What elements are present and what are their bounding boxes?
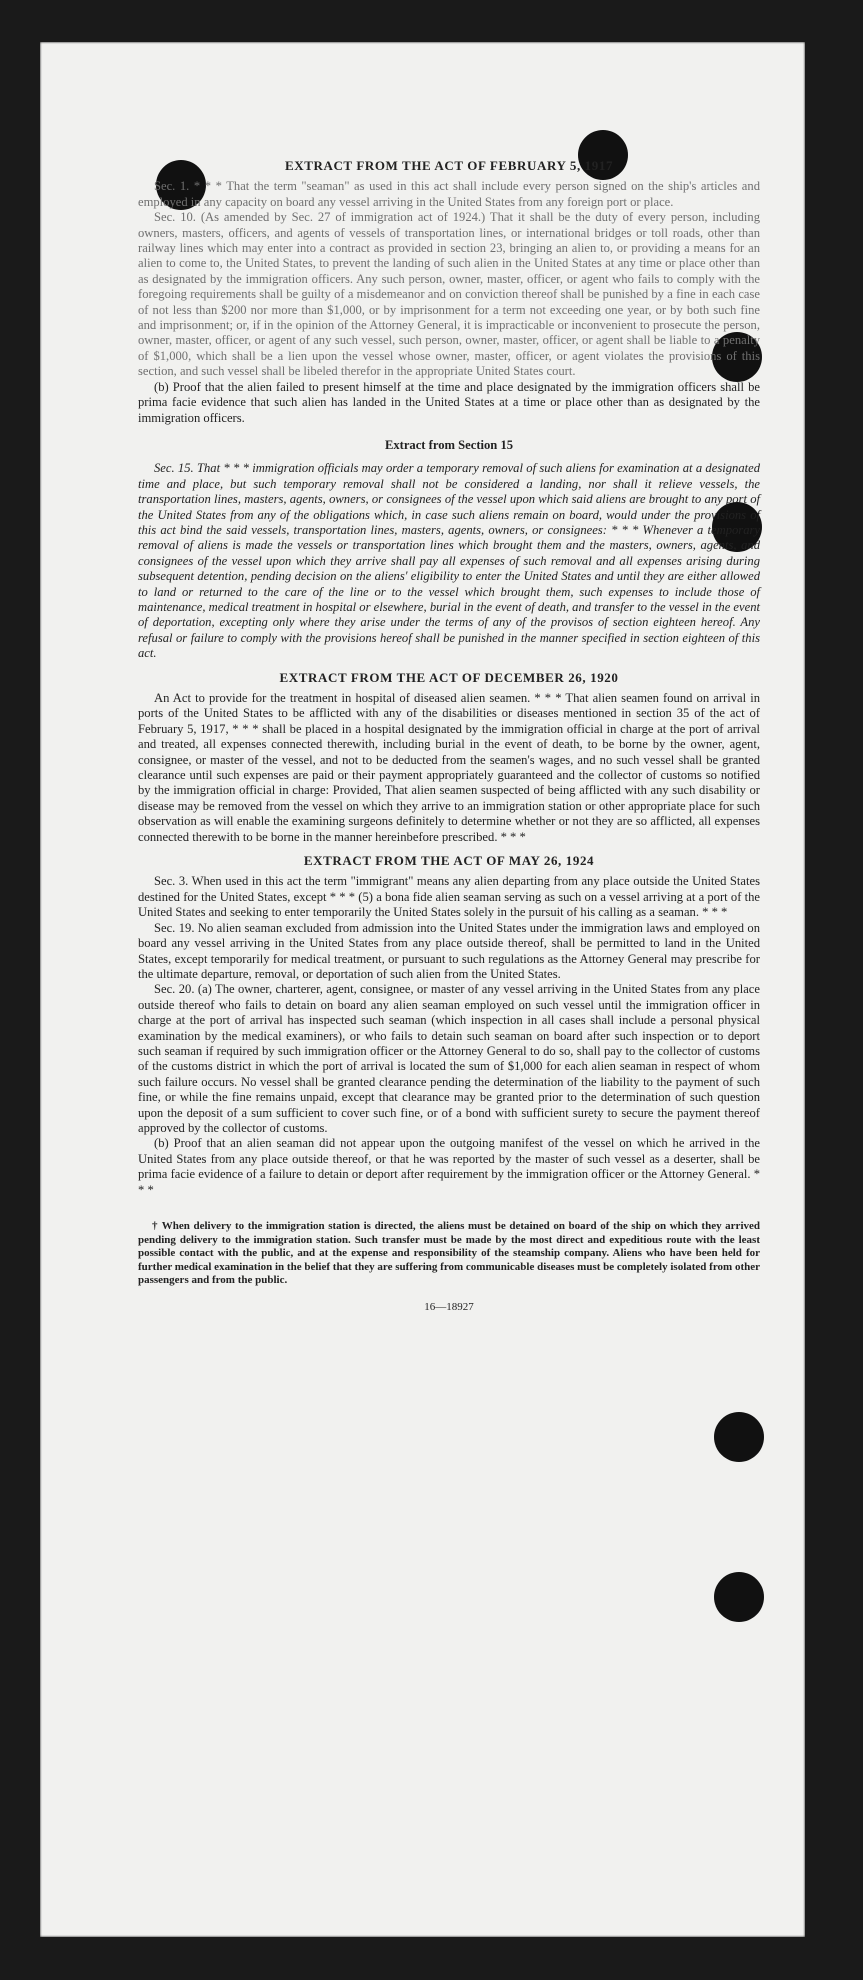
section-1917-paragraph-2: Sec. 10. (As amended by Sec. 27 of immigration act of 1924.) That it shall be the duty of every person, including owners, masters, officers, and agents of vessels of transportation lines, or international bridges or toll roads, other than railway lines which may enter into a contract as provided in section 23, bringing an alien to, or providing a means for an alien to come to, the United States, to prevent the landing of such alien in the United States at any time or place other than as designated by the immigration officers. Any such person, owner, master, officer, or agent who fails to comply with the foregoing requirements shall be guilty of a misdemeanor and on conviction thereof shall be punished by a fine in each case of not less than $200 nor more than $1,000, or by imprisonment for a term not exceeding one year, or by both such fine and imprisonment; or, if in the opinion of the Attorney General, it is impracticable or inconvenient to prosecute the person, owner, master, officer, or agent of any such vessel, such person, owner, master, officer, or agent shall be liable to a penalty of $1,000, which shall be a lien upon the vessel whose owner, master, officer, or agent violates the provisions of this section, and such vessel shall be libeled therefor in the appropriate United States court. [138, 210, 760, 379]
document-body [138, 150, 760, 1315]
punch-hole [714, 1412, 764, 1462]
section-title-1924: EXTRACT FROM THE ACT OF MAY 26, 1924 [303, 853, 595, 869]
section-1924-paragraph-2: Sec. 19. No alien seaman excluded from admission into the United States under the immigration laws and employed on board any vessel arriving in the United States from any place outside thereof, shall be permitted to land in the United States, except temporarily for medical treatment, or pursuant to such regulations as the Attorney General may prescribe for the ultimate departure, removal, or deportation of such alien from the United States. [138, 920, 760, 981]
punch-hole [714, 1572, 764, 1622]
page-number: 16—18927 [424, 1300, 474, 1313]
footnote: † When delivery to the immigration station is directed, the aliens must be detained on board of the ship on which they arrived pending delivery to the immigration station. Such transfer must be made by the most direct and expeditious route with the least possible contact with the public, and at the expense and responsibility of the steamship company. Aliens who have been held for further medical examination in the belief that they are suffering from communicable diseases must be completely isolated from other passengers and from the public. [138, 1220, 760, 1287]
section-title-1917: EXTRACT FROM THE ACT OF FEBRUARY 5, 1917 [284, 158, 614, 173]
section-1920-paragraph: An Act to provide for the treatment in hospital of diseased alien seamen. * * * That alien seamen found on arrival in ports of the United States to be afflicted with any of the disabilities or diseases mentioned in section 35 of the act of February 5, 1917, * * * shall be placed in a hospital designated by the immigration official in charge at the port of arrival and treated, all expenses connected therewith, including burial in the event of death, to be borne by the owner, agent, consignee, or master of the vessel, and not to be deducted from the seamen's wages, and no such vessel shall be granted clearance until such expenses are paid or their payment appropriately guaranteed and the collector of customs so notified by the immigration official in charge: Provided, That alien seamen suspected of being afflicted with any such disability or disease may be removed from the vessel on which they arrive to an immigration station or other appropriate place for such observation as will enable the examining surgeons definitely to determine whether or not they are so afflicted, all expenses connected therewith to be borne in the manner hereinbefore prescribed. * * * [138, 691, 760, 844]
section-title-1920: EXTRACT FROM THE ACT OF DECEMBER 26, 1920 [279, 669, 619, 685]
document-page [40, 42, 805, 1937]
section-15-subtitle: Extract from Section 15 [384, 437, 514, 452]
section-1917-paragraph-1: Sec. 1. * * * That the term "seaman" as used in this act shall include every person signed on the ship's articles and employed in any capacity on board any vessel arriving in the United States from any foreign port or place. [138, 179, 760, 209]
section-15-paragraph: Sec. 15. That * * * immigration officials may order a temporary removal of such aliens for examination at a designated time and place, but such temporary removal shall not be considered a landing, nor shall it relieve vessels, the transportation lines, masters, agents, owners, or consignees of the vessel upon which said aliens are brought to any port of the United States from any of the obligations which, in case such aliens remain on board, would under the provisions of this act bind the said vessels, transportation lines, masters, agents, owners, or consignees: * * * Whenever a temporary removal of aliens is made the vessels or transportation lines which brought them and the masters, owners, agents, and consignees of the vessel upon which they arrive shall pay all expenses of such removal and all expenses arising during subsequent detention, pending decision on the aliens' eligibility to enter the United States and until they are either allowed to land or returned to the care of the line or to the vessel which brought them, such expenses to include those of maintenance, medical treatment in hospital or elsewhere, burial in the event of death, and transfer to the vessel in the event of deportation, excepting only where they arise under the terms of any of the provisos of section eighteen hereof. Any refusal or failure to comply with the provisions hereof shall be punished in the manner specified in section eighteen of this act. [138, 461, 760, 661]
section-1924-paragraph-1: Sec. 3. When used in this act the term "immigrant" means any alien departing from any place outside the United States destined for the United States, except * * * (5) a bona fide alien seaman serving as such on a vessel arriving at a port of the United States and seeking to enter temporarily the United States solely in the pursuit of his calling as a seaman. * * * [138, 874, 760, 920]
section-1924-paragraph-4: (b) Proof that an alien seaman did not appear upon the outgoing manifest of the vessel on which he arrived in the United States from any place outside thereof, or that he was reported by the master of such vessel as a deserter, shall be prima facie evidence of a failure to detain or deport after requirement by the immigration officer or the Attorney General. * * * [138, 1136, 760, 1197]
section-1924-paragraph-3: Sec. 20. (a) The owner, charterer, agent, consignee, or master of any vessel arriving in the United States from any place outside thereof who fails to detain on board any alien seaman employed on such vessel until the immigration officer in charge at the port of arrival has inspected such seaman (which inspection in all cases shall include a personal physical examination by the medical examiners), or who fails to detain such seaman on board after such inspection or to deport such seaman if required by such immigration officer or the Attorney General to do so, shall pay to the collector of customs of the customs district in which the port of arrival is located the sum of $1,000 for each alien seaman in respect of whom such failure occurs. No vessel shall be granted clearance pending the determination of the liability to the payment of such fine, or while the fine remains unpaid, except that clearance may be granted prior to the determination of such question upon the deposit of a sum sufficient to cover such fine, or of a bond with sufficient surety to secure the payment thereof approved by the collector of customs. [138, 982, 760, 1135]
section-1917-paragraph-3: (b) Proof that the alien failed to present himself at the time and place designated by the immigration officers shall be prima facie evidence that such alien has landed in the United States at a time or place other than as designated by the immigration officers. [138, 379, 760, 425]
